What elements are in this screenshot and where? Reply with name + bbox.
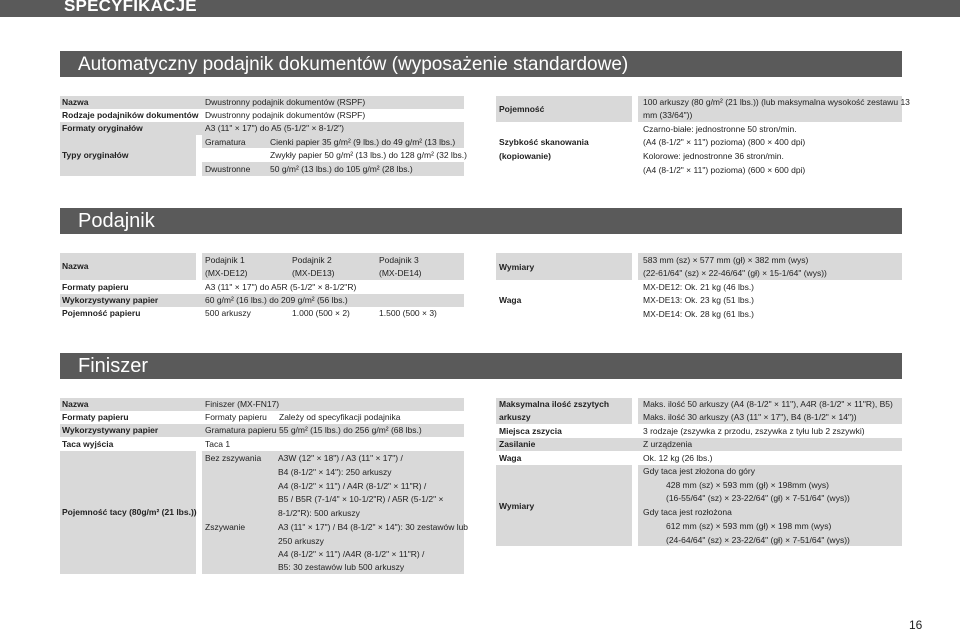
value-pojemnosc-1: 500 arkuszy	[205, 308, 251, 318]
value-podajnik-2: Podajnik 2	[292, 255, 332, 265]
value-rodzaje: Dwustronny podajnik dokumentów (RSPF)	[205, 110, 366, 120]
value-podajnik-2-model: (MX-DE13)	[292, 268, 335, 278]
label-dwustronne: Dwustronne	[205, 164, 251, 174]
value-max-1: Maks. ilość 50 arkuszy (A4 (8-1/2" × 11"), A4R (8-1/2" × 11"R), B5)	[643, 399, 893, 409]
value-taca: Taca 1	[205, 439, 231, 449]
label-nazwa: Nazwa	[62, 97, 89, 107]
value-formaty: Zależy od specyfikacji podajnika	[279, 412, 401, 422]
label-wymiary: Wymiary	[499, 262, 535, 272]
label-zasilanie: Zasilanie	[499, 439, 536, 449]
value-pojemnosc-3: 1.500 (500 × 3)	[379, 308, 437, 318]
label-gramatura: Gramatura	[205, 137, 246, 147]
value-wymiary-5: 612 mm (sz) × 593 mm (gł) × 198 mm (wys)	[666, 521, 832, 531]
value-nazwa: Dwustronny podajnik dokumentów (RSPF)	[205, 97, 366, 107]
value-bez-5: 8-1/2"R): 500 arkuszy	[278, 508, 360, 518]
podajnik-right-table	[496, 253, 902, 323]
value-pojemnosc-2: 1.000 (500 × 2)	[292, 308, 350, 318]
value-dwustronne: 50 g/m² (13 lbs.) do 105 g/m² (28 lbs.)	[270, 164, 413, 174]
value-waga-3: MX-DE14: Ok. 28 kg (61 lbs.)	[643, 309, 755, 319]
value-zasilanie: Z urządzenia	[643, 439, 693, 449]
value-podajnik-1: Podajnik 1	[205, 255, 245, 265]
value-zsz-3: A4 (8-1/2" × 11") /A4R (8-1/2" × 11"R) /	[278, 549, 425, 559]
value-bez-3: A4 (8-1/2" × 11") / A4R (8-1/2" × 11"R) /	[278, 481, 427, 491]
value-szybkosc-4: (A4 (8-1/2" × 11") pozioma) (600 × 600 dpi)	[643, 165, 806, 175]
value-wykorzystywany: 60 g/m² (16 lbs.) do 209 g/m² (56 lbs.)	[205, 295, 348, 305]
value-szybkosc-1: Czarno-białe: jednostronne 50 stron/min.	[643, 124, 797, 134]
label-wymiary: Wymiary	[499, 501, 535, 511]
value-waga: Ok. 12 kg (26 lbs.)	[643, 453, 713, 463]
label-formaty: Formaty papieru	[62, 282, 129, 292]
value-bez-4: B5 / B5R (7-1/4" × 10-1/2"R) / A5R (5-1/2" ×	[278, 494, 444, 504]
value-waga-1: MX-DE12: Ok. 21 kg (46 lbs.)	[643, 282, 755, 292]
label-szybkosc: Szybkość skanowania	[499, 137, 589, 147]
section-title-rspf-text: Automatyczny podajnik dokumentów (wyposażenie standardowe)	[78, 54, 629, 75]
value-miejsca: 3 rodzaje (zszywka z przodu, zszywka z tyłu lub 2 zszywki)	[643, 426, 865, 436]
value-szybkosc-2: (A4 (8-1/2" × 11") pozioma) (800 × 400 dpi)	[643, 137, 806, 147]
label-waga: Waga	[499, 453, 522, 463]
value-pojemnosc-1: 100 arkuszy (80 g/m² (21 lbs.)) (lub maksymalna wysokość zestawu 13	[643, 97, 910, 107]
value-max-2: Maks. ilość 30 arkuszy (A3 (11" × 17"), B4 (8-1/2" × 14"))	[643, 412, 857, 422]
label-kopiowanie: (kopiowanie)	[499, 151, 551, 161]
value-gramatura: 55 g/m² (15 lbs.) do 256 g/m² (68 lbs.)	[279, 425, 422, 435]
rspf-left-table	[60, 96, 467, 176]
label-miejsca: Miejsca zszycia	[499, 426, 562, 436]
value-pojemnosc-2: mm (33/64"))	[643, 110, 693, 120]
value-podajnik-3-model: (MX-DE14)	[379, 268, 422, 278]
value-bez-1: A3W (12" × 18") / A3 (11" × 17") /	[278, 453, 403, 463]
label-formaty: Formaty papieru	[62, 412, 129, 422]
value-nazwa: Finiszer (MX-FN17)	[205, 399, 280, 409]
value-zsz-4: B5: 30 zestawów lub 500 arkuszy	[278, 562, 405, 572]
label-pojemnosc: Pojemność papieru	[62, 308, 141, 318]
value-podajnik-3: Podajnik 3	[379, 255, 419, 265]
value-wymiary-1: 583 mm (sz) × 577 mm (gł) × 382 mm (wys)	[643, 255, 809, 265]
label-typy: Typy oryginałów	[62, 150, 129, 160]
value-formaty: A3 (11" × 17") do A5 (5-1/2" × 8-1/2")	[205, 123, 345, 133]
label-wykorzystywany: Wykorzystywany papier	[62, 425, 159, 435]
page-header	[0, 0, 960, 17]
value-cienki: Cienki papier 35 g/m² (9 lbs.) do 49 g/m² (13 lbs.)	[270, 137, 456, 147]
label-pojemnosc: Pojemność	[499, 104, 545, 114]
label-formaty: Formaty oryginałów	[62, 123, 143, 133]
value-podajnik-1-model: (MX-DE12)	[205, 268, 248, 278]
finiszer-right-table	[496, 398, 902, 548]
label-rodzaje: Rodzaje podajników dokumentów	[62, 110, 199, 120]
section-title-podajnik	[60, 208, 902, 234]
row-shade	[496, 438, 902, 451]
value-wymiary-2: 428 mm (sz) × 593 mm (gł) × 198mm (wys)	[666, 480, 829, 490]
label-nazwa: Nazwa	[62, 399, 89, 409]
label-waga: Waga	[499, 295, 522, 305]
value-wymiary-3: (16-55/64" (sz) × 23-22/64" (gł) × 7-51/64" (wys))	[666, 493, 850, 503]
section-title-finiszer	[60, 353, 902, 379]
label-max-1: Maksymalna ilość zszytych	[499, 399, 610, 409]
value-zwykly: Zwykły papier 50 g/m² (13 lbs.) do 128 g/m² (32 lbs.)	[270, 150, 467, 160]
value-wymiary-1: Gdy taca jest złożona do góry	[643, 466, 755, 476]
value-formaty: A3 (11" × 17") do A5R (5-1/2" × 8-1/2"R)	[205, 282, 357, 292]
page-title: SPECYFIKACJE	[64, 0, 197, 15]
label-taca: Taca wyjścia	[62, 439, 114, 449]
value-waga-2: MX-DE13: Ok. 23 kg (51 lbs.)	[643, 295, 755, 305]
page-number: 16	[909, 618, 923, 632]
label-pojemnosc-tacy: Pojemność tacy (80g/m² (21 lbs.))	[62, 507, 197, 517]
rspf-right-table	[496, 96, 910, 178]
podajnik-left-table	[60, 253, 464, 321]
value-zsz-1: A3 (11" × 17") / B4 (8-1/2" × 14"): 30 zestawów lub	[278, 522, 469, 532]
value-bez-2: B4 (8-1/2" × 14"): 250 arkuszy	[278, 467, 392, 477]
value-wymiary-2: (22-61/64" (sz) × 22-46/64" (gł) × 15-1/64" (wys))	[643, 268, 827, 278]
section-title-podajnik-text: Podajnik	[78, 210, 155, 232]
sublabel-formaty: Formaty papieru	[205, 412, 267, 422]
value-szybkosc-3: Kolorowe: jednostronne 36 stron/min.	[643, 151, 784, 161]
label-max-2: arkuszy	[499, 412, 531, 422]
sublabel-gramatura: Gramatura papieru	[205, 425, 277, 435]
label-wykorzystywany: Wykorzystywany papier	[62, 295, 159, 305]
finiszer-left-table	[60, 398, 469, 576]
section-title-rspf	[60, 51, 902, 77]
label-nazwa: Nazwa	[62, 261, 89, 271]
value-zsz-2: 250 arkuszy	[278, 536, 324, 546]
value-wymiary-6: (24-64/64" (sz) × 23-22/64" (gł) × 7-51/64" (wys))	[666, 535, 850, 545]
section-title-finiszer-text: Finiszer	[78, 355, 149, 377]
value-wymiary-4: Gdy taca jest rozłożona	[643, 507, 732, 517]
label-bez-zszywania: Bez zszywania	[205, 453, 262, 463]
label-zszywanie: Zszywanie	[205, 522, 246, 532]
